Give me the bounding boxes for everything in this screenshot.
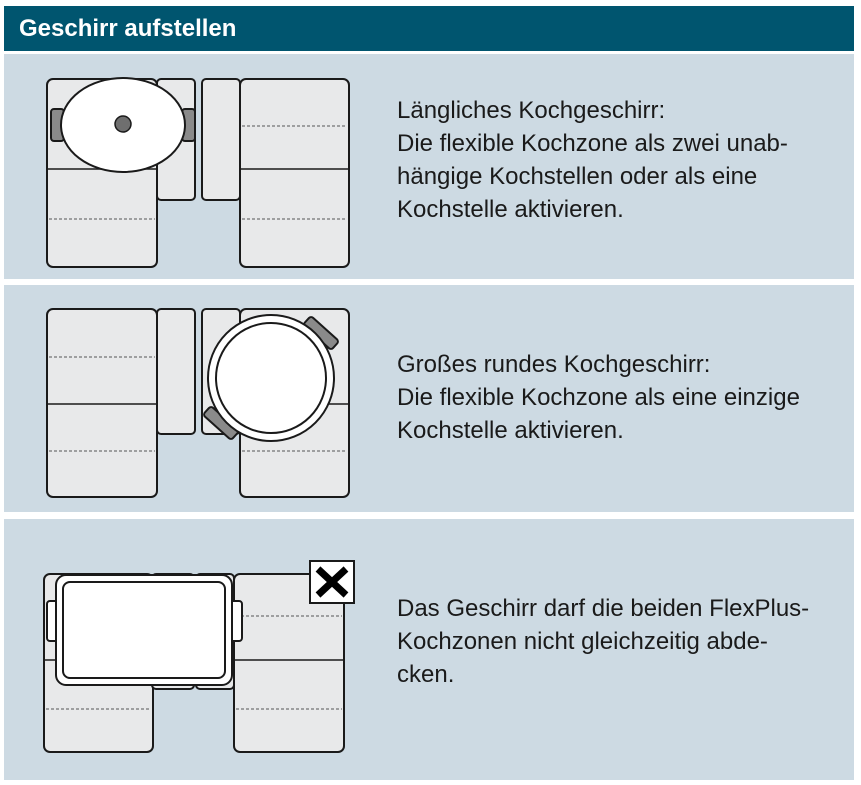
text-line: Das Geschirr darf die beiden FlexPlus- <box>397 595 810 622</box>
cross-mark-icon <box>310 561 354 603</box>
oval-pan-on-flex-zone-icon <box>4 54 364 279</box>
text-line: Längliches Kochgeschirr: <box>397 97 666 124</box>
pan-across-two-zones-icon <box>4 519 364 780</box>
description-text-3 <box>397 592 809 691</box>
round-pot-on-flex-zone-icon <box>4 285 364 512</box>
description-text-2 <box>397 348 800 447</box>
panel-oval-pan <box>4 54 854 279</box>
section-title: Geschirr aufstellen <box>19 15 237 42</box>
text-line: Kochzonen nicht gleichzeitig abde- <box>397 628 768 655</box>
text-line: Die flexible Kochzone als eine einzige <box>397 384 800 411</box>
section-header <box>4 6 854 51</box>
text-line: Großes rundes Kochgeschirr: <box>397 351 711 378</box>
panel-pan-across-zones <box>4 519 854 780</box>
text-line: Kochstelle aktivieren. <box>397 196 624 223</box>
text-line: Kochstelle aktivieren. <box>397 417 624 444</box>
text-line: Die flexible Kochzone als zwei unab- <box>397 130 788 157</box>
text-line: cken. <box>397 661 455 688</box>
panel-round-pot <box>4 285 854 512</box>
text-line: hängige Kochstellen oder als eine <box>397 163 758 190</box>
description-text-1 <box>397 94 788 226</box>
